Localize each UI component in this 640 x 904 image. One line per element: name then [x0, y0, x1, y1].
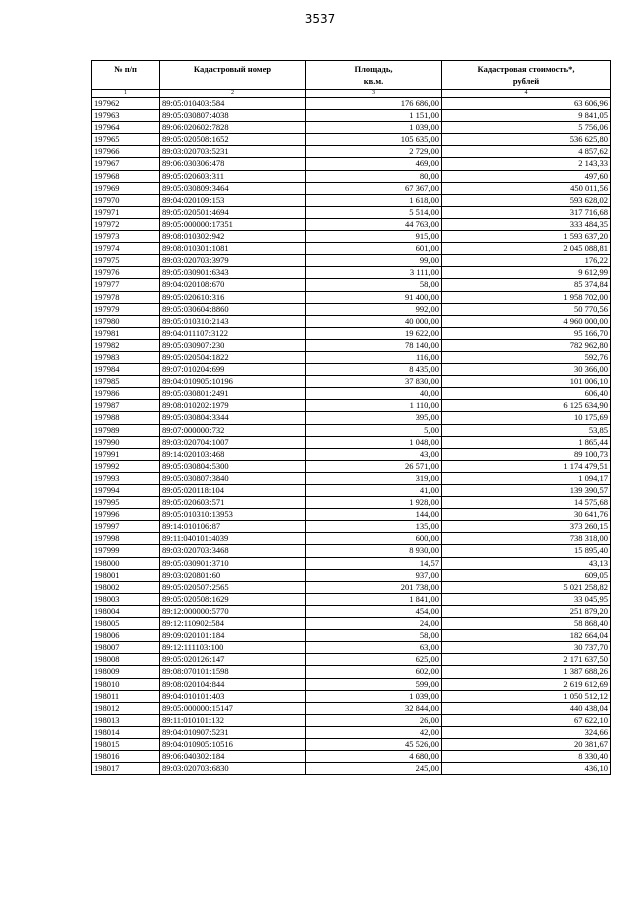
area: 63,00 [306, 642, 442, 654]
table-row [92, 206, 611, 218]
row-number: 197962 [92, 98, 160, 110]
area: 80,00 [306, 170, 442, 182]
row-number: 198006 [92, 630, 160, 642]
cadastral-number: 89:05:020603:571 [160, 497, 306, 509]
row-number: 197998 [92, 533, 160, 545]
row-number: 197980 [92, 315, 160, 327]
area: 42,00 [306, 726, 442, 738]
cadastral-number: 89:06:040302:184 [160, 751, 306, 763]
column-number: 1 [92, 90, 160, 98]
area: 319,00 [306, 472, 442, 484]
row-number: 197972 [92, 218, 160, 230]
table-row [92, 364, 611, 376]
cadastral-value: 1 174 479,51 [442, 460, 611, 472]
table-row [92, 255, 611, 267]
area: 5 514,00 [306, 206, 442, 218]
cadastral-number: 89:03:020703:6830 [160, 763, 306, 775]
cadastral-number: 89:11:010101:132 [160, 714, 306, 726]
cadastral-value: 251 879,20 [442, 605, 611, 617]
area: 45 526,00 [306, 738, 442, 750]
cadastral-number: 89:04:020109:153 [160, 194, 306, 206]
table-row [92, 218, 611, 230]
row-number: 198008 [92, 654, 160, 666]
table-row [92, 654, 611, 666]
row-number: 198013 [92, 714, 160, 726]
cadastral-number: 89:08:010202:1979 [160, 400, 306, 412]
cadastral-value: 1 593 637,20 [442, 231, 611, 243]
table-row [92, 593, 611, 605]
area: 5,00 [306, 424, 442, 436]
cadastral-value: 333 484,35 [442, 218, 611, 230]
table-row [92, 581, 611, 593]
row-number: 197992 [92, 460, 160, 472]
table-row [92, 194, 611, 206]
area: 58,00 [306, 279, 442, 291]
cadastral-value: 440 438,04 [442, 702, 611, 714]
row-number: 197979 [92, 303, 160, 315]
row-number: 198012 [92, 702, 160, 714]
area: 1 110,00 [306, 400, 442, 412]
table-row [92, 533, 611, 545]
cadastral-value: 1 865,44 [442, 436, 611, 448]
area: 40 000,00 [306, 315, 442, 327]
table-row [92, 690, 611, 702]
area: 992,00 [306, 303, 442, 315]
row-number: 198016 [92, 751, 160, 763]
row-number: 198010 [92, 678, 160, 690]
cadastral-number: 89:07:010204:699 [160, 364, 306, 376]
table-row [92, 618, 611, 630]
cadastral-number: 89:05:000000:15147 [160, 702, 306, 714]
cadastral-value: 95 166,70 [442, 327, 611, 339]
table-row [92, 388, 611, 400]
cadastral-number: 89:03:020703:3468 [160, 545, 306, 557]
cadastral-number: 89:05:020603:311 [160, 170, 306, 182]
table-row [92, 122, 611, 134]
cadastral-value: 5 756,06 [442, 122, 611, 134]
cadastral-value: 101 006,10 [442, 376, 611, 388]
cadastral-value: 50 770,56 [442, 303, 611, 315]
header-area: Площадь, кв.м. [306, 61, 442, 90]
cadastral-value: 9 612,99 [442, 267, 611, 279]
table-row [92, 605, 611, 617]
area: 91 400,00 [306, 291, 442, 303]
cadastral-number: 89:05:030801:2491 [160, 388, 306, 400]
area: 4 680,00 [306, 751, 442, 763]
table-row [92, 569, 611, 581]
cadastral-number: 89:05:030804:3344 [160, 412, 306, 424]
row-number: 197967 [92, 158, 160, 170]
table-row [92, 751, 611, 763]
cadastral-value: 67 622,10 [442, 714, 611, 726]
area: 602,00 [306, 666, 442, 678]
area: 26,00 [306, 714, 442, 726]
table-row [92, 521, 611, 533]
cadastral-number: 89:04:010907:5231 [160, 726, 306, 738]
cadastral-value: 1 094,17 [442, 472, 611, 484]
cadastral-number: 89:14:020103:468 [160, 448, 306, 460]
cadastral-value: 5 021 258,82 [442, 581, 611, 593]
cadastral-value: 33 045,95 [442, 593, 611, 605]
column-number: 2 [160, 90, 306, 98]
row-number: 197976 [92, 267, 160, 279]
cadastral-number: 89:08:020104:844 [160, 678, 306, 690]
row-number: 197997 [92, 521, 160, 533]
area: 32 844,00 [306, 702, 442, 714]
row-number: 197977 [92, 279, 160, 291]
table-row [92, 170, 611, 182]
cadastral-value: 2 619 612,69 [442, 678, 611, 690]
cadastral-value: 14 575,68 [442, 497, 611, 509]
row-number: 197985 [92, 376, 160, 388]
cadastral-number: 89:05:020508:1629 [160, 593, 306, 605]
cadastral-number: 89:05:030807:3840 [160, 472, 306, 484]
area: 245,00 [306, 763, 442, 775]
table-row [92, 327, 611, 339]
cadastral-value: 1 050 512,12 [442, 690, 611, 702]
table-row [92, 726, 611, 738]
cadastral-value: 6 125 634,90 [442, 400, 611, 412]
cadastral-value: 1 958 702,00 [442, 291, 611, 303]
table-body [92, 98, 611, 775]
cadastral-number: 89:04:020108:670 [160, 279, 306, 291]
cadastral-value: 592,76 [442, 351, 611, 363]
row-number: 198005 [92, 618, 160, 630]
row-number: 197969 [92, 182, 160, 194]
page-number: 3537 [304, 12, 336, 26]
cadastral-value: 85 374,84 [442, 279, 611, 291]
table-row [92, 376, 611, 388]
area: 135,00 [306, 521, 442, 533]
table-row [92, 158, 611, 170]
table-row [92, 497, 611, 509]
cadastral-number: 89:12:111103:100 [160, 642, 306, 654]
cadastral-value: 373 260,15 [442, 521, 611, 533]
row-number: 197971 [92, 206, 160, 218]
cadastral-value: 15 895,40 [442, 545, 611, 557]
cadastral-number: 89:05:030809:3464 [160, 182, 306, 194]
area: 37 830,00 [306, 376, 442, 388]
table-row [92, 509, 611, 521]
cadastral-number: 89:05:020507:2565 [160, 581, 306, 593]
cadastral-number: 89:03:020703:3979 [160, 255, 306, 267]
cadastral-value: 782 962,80 [442, 339, 611, 351]
cadastral-value: 10 175,69 [442, 412, 611, 424]
table-row [92, 472, 611, 484]
table-row [92, 98, 611, 110]
cadastral-number: 89:04:010905:10196 [160, 376, 306, 388]
area: 1 928,00 [306, 497, 442, 509]
row-number: 197986 [92, 388, 160, 400]
table-row [92, 134, 611, 146]
table-row [92, 424, 611, 436]
cadastral-value: 324,66 [442, 726, 611, 738]
cadastral-value: 738 318,00 [442, 533, 611, 545]
cadastral-value: 497,60 [442, 170, 611, 182]
area: 937,00 [306, 569, 442, 581]
cadastral-value: 593 628,02 [442, 194, 611, 206]
row-number: 197965 [92, 134, 160, 146]
cadastral-number: 89:07:000000:732 [160, 424, 306, 436]
cadastral-number: 89:14:010106:87 [160, 521, 306, 533]
row-number: 197988 [92, 412, 160, 424]
area: 40,00 [306, 388, 442, 400]
table-row [92, 448, 611, 460]
cadastral-value: 58 868,40 [442, 618, 611, 630]
row-number: 198014 [92, 726, 160, 738]
table-row [92, 291, 611, 303]
table-row [92, 714, 611, 726]
cadastral-number: 89:08:010301:1081 [160, 243, 306, 255]
cadastral-number: 89:05:030907:230 [160, 339, 306, 351]
table-row [92, 231, 611, 243]
row-number: 197974 [92, 243, 160, 255]
cadastral-number: 89:12:000000:5770 [160, 605, 306, 617]
area: 105 635,00 [306, 134, 442, 146]
header-cadastral-number: Кадастровый номер [160, 61, 306, 90]
row-number: 197987 [92, 400, 160, 412]
table-row [92, 400, 611, 412]
area: 58,00 [306, 630, 442, 642]
cadastral-number: 89:05:020504:1822 [160, 351, 306, 363]
row-number: 197970 [92, 194, 160, 206]
cadastral-number: 89:05:020508:1652 [160, 134, 306, 146]
cadastral-number: 89:05:030807:4038 [160, 110, 306, 122]
row-number: 197990 [92, 436, 160, 448]
area: 201 738,00 [306, 581, 442, 593]
area: 1 048,00 [306, 436, 442, 448]
cadastral-value: 536 625,80 [442, 134, 611, 146]
cadastral-value: 317 716,68 [442, 206, 611, 218]
area: 600,00 [306, 533, 442, 545]
cadastral-value: 8 330,40 [442, 751, 611, 763]
cadastral-value: 30 641,76 [442, 509, 611, 521]
cadastral-number: 89:03:020704:1007 [160, 436, 306, 448]
column-number: 3 [306, 90, 442, 98]
table-row [92, 303, 611, 315]
cadastral-number: 89:05:020501:4694 [160, 206, 306, 218]
row-number: 198009 [92, 666, 160, 678]
table-row [92, 351, 611, 363]
area: 8 930,00 [306, 545, 442, 557]
area: 116,00 [306, 351, 442, 363]
cadastral-value: 182 664,04 [442, 630, 611, 642]
row-number: 198004 [92, 605, 160, 617]
row-number: 197991 [92, 448, 160, 460]
cadastral-number: 89:05:020118:104 [160, 485, 306, 497]
row-number: 197963 [92, 110, 160, 122]
row-number: 197994 [92, 485, 160, 497]
area: 3 111,00 [306, 267, 442, 279]
cadastral-number: 89:04:010101:403 [160, 690, 306, 702]
row-number: 197973 [92, 231, 160, 243]
table-row [92, 279, 611, 291]
area: 26 571,00 [306, 460, 442, 472]
area: 1 151,00 [306, 110, 442, 122]
table-row [92, 146, 611, 158]
table-row [92, 339, 611, 351]
cadastral-value: 89 100,73 [442, 448, 611, 460]
cadastral-number: 89:12:110902:584 [160, 618, 306, 630]
row-number: 197975 [92, 255, 160, 267]
cadastral-number: 89:03:020703:5231 [160, 146, 306, 158]
area: 41,00 [306, 485, 442, 497]
row-number: 197981 [92, 327, 160, 339]
cadastral-number: 89:05:010310:2143 [160, 315, 306, 327]
cadastral-number: 89:04:011107:3122 [160, 327, 306, 339]
area: 395,00 [306, 412, 442, 424]
cadastral-number: 89:05:030604:8860 [160, 303, 306, 315]
cadastral-number: 89:04:010905:10516 [160, 738, 306, 750]
cadastral-value: 606,40 [442, 388, 611, 400]
row-number: 198002 [92, 581, 160, 593]
table-row [92, 436, 611, 448]
cadastral-value: 450 011,56 [442, 182, 611, 194]
column-number-row [92, 90, 611, 98]
header-row [92, 61, 611, 90]
row-number: 197978 [92, 291, 160, 303]
cadastral-value: 2 045 088,81 [442, 243, 611, 255]
cadastral-number: 89:06:030306:478 [160, 158, 306, 170]
table-row [92, 557, 611, 569]
table-row [92, 630, 611, 642]
area: 469,00 [306, 158, 442, 170]
area: 44 763,00 [306, 218, 442, 230]
area: 144,00 [306, 509, 442, 521]
row-number: 198011 [92, 690, 160, 702]
area: 2 729,00 [306, 146, 442, 158]
area: 176 686,00 [306, 98, 442, 110]
area: 78 140,00 [306, 339, 442, 351]
cadastral-value: 30 737,70 [442, 642, 611, 654]
cadastral-number: 89:06:020602:7828 [160, 122, 306, 134]
table-row [92, 763, 611, 775]
area: 8 435,00 [306, 364, 442, 376]
cadastral-number: 89:11:040101:4039 [160, 533, 306, 545]
area: 601,00 [306, 243, 442, 255]
cadastral-value: 9 841,05 [442, 110, 611, 122]
area: 1 039,00 [306, 690, 442, 702]
row-number: 197983 [92, 351, 160, 363]
row-number: 197996 [92, 509, 160, 521]
area: 99,00 [306, 255, 442, 267]
cadastral-number: 89:05:030901:3710 [160, 557, 306, 569]
column-number: 4 [442, 90, 611, 98]
cadastral-value: 176,22 [442, 255, 611, 267]
cadastral-number: 89:09:020101:184 [160, 630, 306, 642]
area: 24,00 [306, 618, 442, 630]
area: 19 622,00 [306, 327, 442, 339]
row-number: 198000 [92, 557, 160, 569]
row-number: 197964 [92, 122, 160, 134]
cadastral-value: 53,85 [442, 424, 611, 436]
table-row [92, 267, 611, 279]
table-row [92, 110, 611, 122]
row-number: 198007 [92, 642, 160, 654]
table-row [92, 243, 611, 255]
table-row [92, 545, 611, 557]
table-row [92, 182, 611, 194]
row-number: 197989 [92, 424, 160, 436]
table-row [92, 678, 611, 690]
cadastral-number: 89:05:030804:5300 [160, 460, 306, 472]
cadastral-number: 89:05:010310:13953 [160, 509, 306, 521]
row-number: 197968 [92, 170, 160, 182]
table-row [92, 485, 611, 497]
header-cadastral-value: Кадастровая стоимость*, рублей [442, 61, 611, 90]
header-number: № п/п [92, 61, 160, 90]
row-number: 197995 [92, 497, 160, 509]
area: 1 039,00 [306, 122, 442, 134]
cadastral-value: 436,10 [442, 763, 611, 775]
cadastral-number: 89:08:010302:942 [160, 231, 306, 243]
cadastral-value: 4 960 000,00 [442, 315, 611, 327]
area: 625,00 [306, 654, 442, 666]
cadastral-value: 30 366,00 [442, 364, 611, 376]
row-number: 197966 [92, 146, 160, 158]
table-row [92, 738, 611, 750]
row-number: 198001 [92, 569, 160, 581]
cadastral-number: 89:03:020801:60 [160, 569, 306, 581]
area: 67 367,00 [306, 182, 442, 194]
row-number: 197993 [92, 472, 160, 484]
table-row [92, 642, 611, 654]
table-row [92, 412, 611, 424]
area: 915,00 [306, 231, 442, 243]
cadastral-value: 609,05 [442, 569, 611, 581]
cadastral-value: 20 381,67 [442, 738, 611, 750]
row-number: 198015 [92, 738, 160, 750]
cadastral-value: 63 606,96 [442, 98, 611, 110]
table-row [92, 315, 611, 327]
table-row [92, 666, 611, 678]
cadastral-value: 43,13 [442, 557, 611, 569]
cadastral-number: 89:08:070101:1598 [160, 666, 306, 678]
cadastral-value: 2 143,33 [442, 158, 611, 170]
area: 43,00 [306, 448, 442, 460]
area: 14,57 [306, 557, 442, 569]
cadastral-number: 89:05:000000:17351 [160, 218, 306, 230]
area: 1 841,00 [306, 593, 442, 605]
row-number: 198003 [92, 593, 160, 605]
row-number: 197999 [92, 545, 160, 557]
cadastral-number: 89:05:010403:584 [160, 98, 306, 110]
row-number: 198017 [92, 763, 160, 775]
cadastral-number: 89:05:020610:316 [160, 291, 306, 303]
cadastral-number: 89:05:030901:6343 [160, 267, 306, 279]
cadastral-table [91, 60, 611, 775]
area: 599,00 [306, 678, 442, 690]
cadastral-number: 89:05:020126:147 [160, 654, 306, 666]
row-number: 197982 [92, 339, 160, 351]
area: 454,00 [306, 605, 442, 617]
cadastral-value: 4 857,62 [442, 146, 611, 158]
cadastral-value: 1 387 688,26 [442, 666, 611, 678]
table-row [92, 702, 611, 714]
cadastral-value: 2 171 637,50 [442, 654, 611, 666]
row-number: 197984 [92, 364, 160, 376]
area: 1 618,00 [306, 194, 442, 206]
cadastral-value: 139 390,57 [442, 485, 611, 497]
table-row [92, 460, 611, 472]
